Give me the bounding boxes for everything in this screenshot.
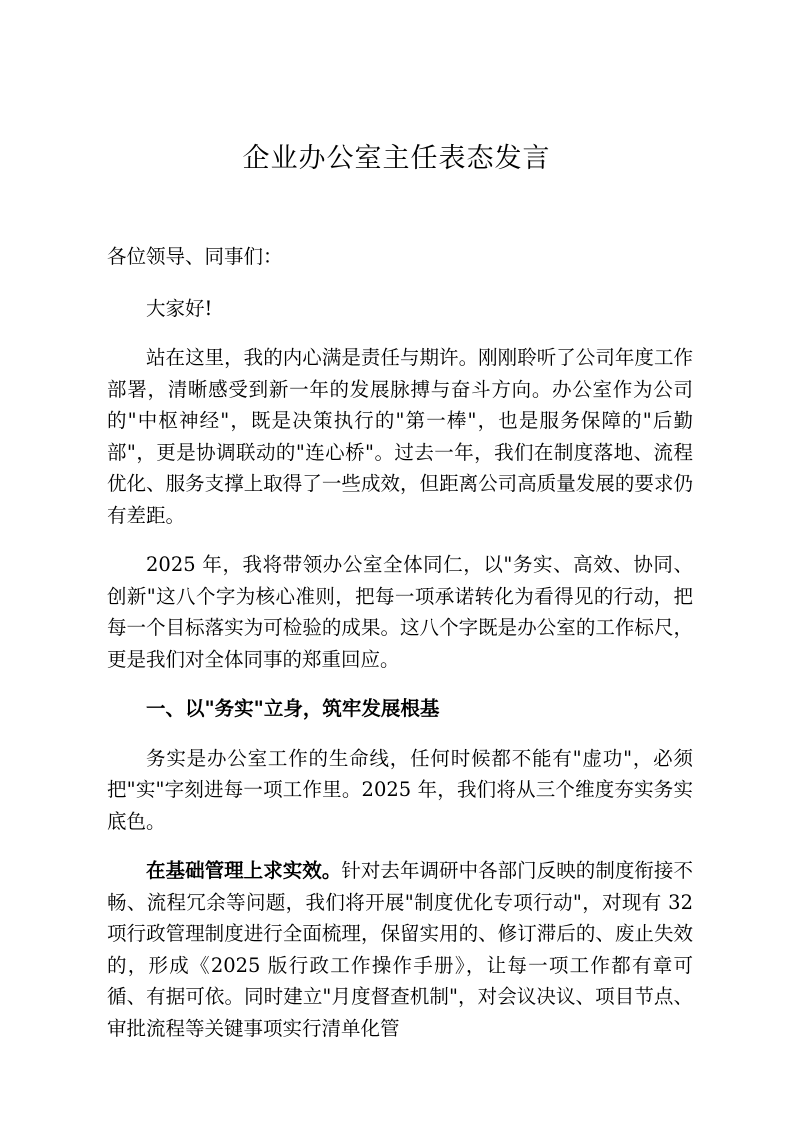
greeting: 大家好!: [146, 296, 213, 320]
paragraph-1: 站在这里，我的内心满是责任与期许。刚刚聆听了公司年度工作部署，清晰感受到新一年的发展脉搏与奋斗方向。办公室作为公司的"中枢神经"，既是决策执行的"第一棒"，也是服务保障的"后勤部"，更是协调联动的"连心桥"。过去一年，我们在制度落地、流程优化、服务支撑上取得了一些成效，但距离公司高质量发展的要求仍有差距。: [107, 346, 693, 527]
paragraph-4: [107, 855, 693, 1044]
paragraph-2: 2025 年，我将带领办公室全体同仁，以"务实、高效、协同、创新"这八个字为核心准则，把每一项承诺转化为看得见的行动，把每一个目标落实为可检验的成果。这八个字既是办公室的工作标尺，更是我们对全体同事的郑重回应。: [107, 553, 693, 671]
paragraph-4-lead: 在基础管理上求实效。: [146, 859, 342, 882]
paragraph-4-body: 针对去年调研中各部门反映的制度衔接不畅、流程冗余等问题，我们将开展"制度优化专项行动"，对现有 32 项行政管理制度进行全面梳理，保留实用的、修订滞后的、废止失效的，形成《2025 版行政工作操作手册》，让每一项工作都有章可循、有据可依。同时建立"月度督查机制"，对会议决议、项目节点、审批流程等关键事项实行清单化管: [107, 859, 693, 1040]
document-body: [107, 241, 693, 1044]
document-title: 企业办公室主任表态发言: [242, 143, 551, 174]
salutation: 各位领导、同事们：: [107, 245, 283, 268]
section-1-heading: 一、以"务实"立身，筑牢发展根基: [146, 697, 440, 720]
paragraph-3: 务实是办公室工作的生命线，任何时候都不能有"虚功"，必须把"实"字刻进每一项工作里。2025 年，我们将从三个维度夯实务实底色。: [107, 746, 693, 833]
